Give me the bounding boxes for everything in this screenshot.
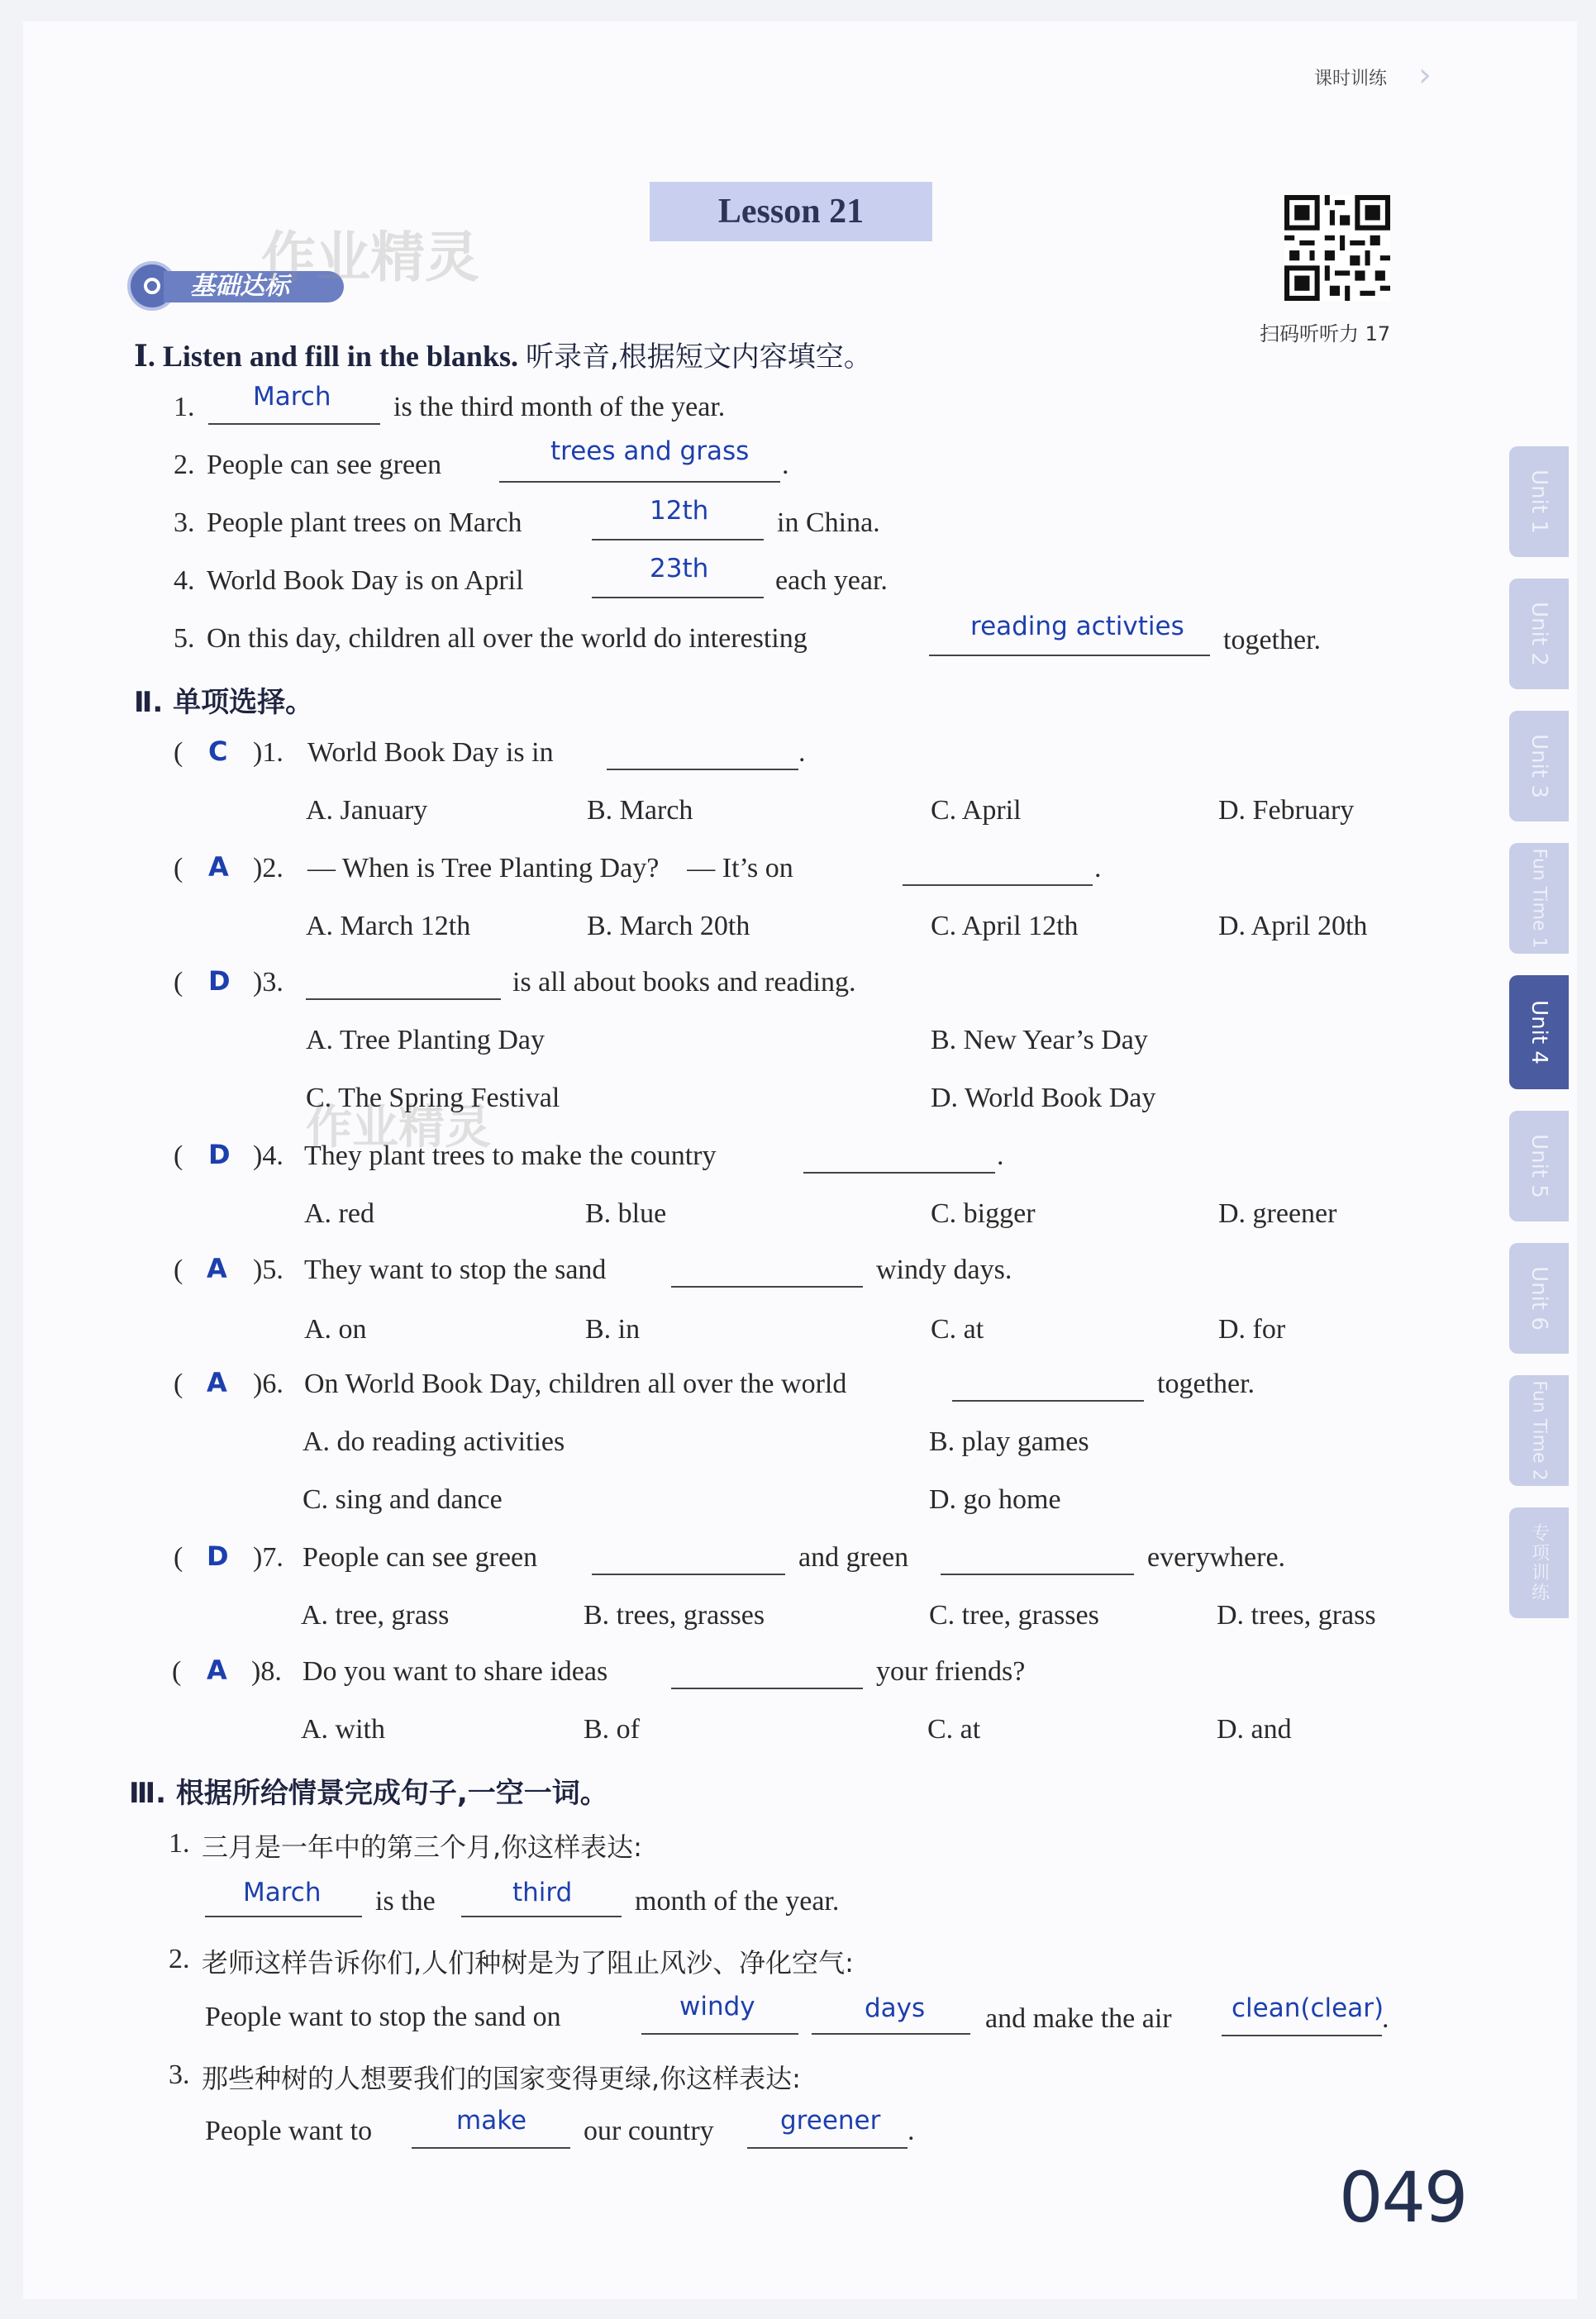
s3-q3-answer-2: greener — [780, 2106, 881, 2136]
section-3-title: Ⅲ. 根据所给情景完成句子,一空一词。 — [129, 1777, 608, 1810]
s2-q8-option-d: D. and — [1217, 1714, 1292, 1745]
s3-q3-answer-1: make — [456, 2106, 527, 2136]
tab-unit-6[interactable] — [1509, 1243, 1569, 1354]
s2-q7-blank-2 — [941, 1574, 1134, 1575]
s2-q4-num: )4. — [253, 1140, 283, 1171]
s3-q1-text-2: month of the year. — [635, 1886, 840, 1917]
tab-unit-3-label: Unit 3 — [1527, 734, 1551, 798]
s2-q2-blank — [903, 884, 1093, 886]
s2-q3-stem: is all about books and reading. — [512, 967, 856, 998]
s3-q2-blank-1 — [641, 2033, 798, 2035]
section-1-title-cn: 听录音,根据短文内容填空。 — [525, 340, 872, 374]
tab-unit-5[interactable] — [1509, 1111, 1569, 1221]
s1-q5-answer: reading activties — [970, 612, 1184, 641]
s3-q2-answer-3: clean(clear) — [1232, 1993, 1384, 2023]
s2-q3-blank — [306, 998, 501, 1000]
s2-q8-end: your friends? — [876, 1656, 1026, 1687]
s2-q4-option-a: A. red — [304, 1198, 374, 1229]
s2-q6-option-b: B. play games — [929, 1426, 1089, 1457]
lesson-title: Lesson 21 — [650, 182, 932, 241]
s2-q8-option-b: B. of — [584, 1714, 640, 1745]
s3-q3-prompt: 那些种树的人想要我们的国家变得更绿,你这样表达: — [202, 2063, 801, 2094]
s2-q7-mid: and green — [798, 1542, 909, 1573]
s2-q6-option-a: A. do reading activities — [303, 1426, 565, 1457]
s3-q2-text-0: People want to stop the sand on — [205, 2002, 561, 2032]
s2-q3-option-c: C. The Spring Festival — [306, 1083, 560, 1113]
s2-q4-answer: D — [208, 1139, 231, 1170]
s2-q3-answer: D — [208, 965, 231, 997]
s1-q5-num: 5. — [174, 623, 195, 654]
s2-q1-option-d: D. February — [1218, 795, 1355, 826]
s2-q2-option-d: D. April 20th — [1218, 911, 1368, 941]
s1-q4-blank — [592, 597, 764, 598]
s1-q1-num: 1. — [174, 392, 195, 422]
s1-q2-num: 2. — [174, 450, 195, 480]
s3-q3-text-2: . — [908, 2116, 915, 2146]
tab-fun-time-1[interactable] — [1509, 843, 1569, 954]
s3-q1-prompt: 三月是一年中的第三个月,你这样表达: — [202, 1831, 642, 1863]
s2-q7-stem: People can see green — [303, 1542, 538, 1573]
s2-q2-num: )2. — [253, 853, 283, 883]
tab-unit-1-label: Unit 1 — [1527, 469, 1551, 534]
tab-special-training-label: 专项训练 — [1528, 1523, 1550, 1602]
s2-q1-option-c: C. April — [931, 795, 1022, 826]
s2-q7-paren-left: ( — [174, 1542, 183, 1573]
tab-special-training[interactable] — [1509, 1507, 1569, 1618]
s1-q2-text: People can see green — [207, 450, 442, 480]
s2-q7-option-a: A. tree, grass — [301, 1600, 450, 1631]
s1-q4-num: 4. — [174, 565, 195, 596]
page-number: 049 — [1339, 2157, 1467, 2238]
tab-unit-4[interactable] — [1509, 975, 1569, 1089]
s3-q3-text-0: People want to — [205, 2116, 373, 2146]
s3-q3-num: 3. — [169, 2059, 190, 2090]
s3-q3-blank-2 — [747, 2147, 908, 2149]
s2-q2-option-b: B. March 20th — [587, 911, 750, 941]
s3-q2-text-2: . — [1382, 2003, 1389, 2034]
tab-unit-3[interactable] — [1509, 711, 1569, 821]
s2-q5-paren-left: ( — [174, 1255, 183, 1285]
section-1-title-en: Ⅰ. Listen and fill in the blanks. — [134, 340, 518, 373]
s2-q5-num: )5. — [253, 1255, 283, 1285]
s2-q7-answer: D — [207, 1540, 229, 1572]
s1-q1-text: is the third month of the year. — [393, 392, 726, 422]
header-label: 课时训练 — [1314, 69, 1388, 89]
tab-unit-2-label: Unit 2 — [1527, 602, 1551, 666]
tab-unit-6-label: Unit 6 — [1527, 1266, 1551, 1331]
s2-q3-option-b: B. New Year’s Day — [931, 1025, 1148, 1055]
chevron-right-icon: › — [1418, 56, 1432, 94]
section-1-title — [134, 334, 872, 374]
s2-q8-num: )8. — [251, 1656, 282, 1687]
s1-q2-answer: trees and grass — [550, 436, 750, 466]
s2-q5-option-b: B. in — [585, 1314, 641, 1345]
qr-code-icon — [1284, 195, 1390, 301]
s3-q2-blank-3 — [1222, 2035, 1382, 2036]
s2-q6-stem: On World Book Day, children all over the world — [304, 1369, 847, 1399]
s2-q1-end: . — [798, 737, 806, 768]
s2-q7-option-c: C. tree, grasses — [929, 1600, 1099, 1631]
s3-q2-answer-2: days — [865, 1993, 926, 2023]
s1-q4-answer: 23th — [650, 554, 709, 583]
s1-q1-blank — [208, 423, 380, 425]
s2-q7-end: everywhere. — [1147, 1542, 1286, 1573]
tab-unit-5-label: Unit 5 — [1527, 1134, 1551, 1198]
s2-q1-blank — [607, 769, 798, 770]
s2-q1-answer: C — [208, 736, 228, 767]
s2-q7-option-b: B. trees, grasses — [584, 1600, 765, 1631]
s2-q1-stem: World Book Day is in — [307, 737, 554, 768]
watermark: 作业精灵 — [306, 1101, 491, 1155]
s2-q6-option-c: C. sing and dance — [303, 1484, 503, 1515]
s1-q1-answer: March — [253, 382, 331, 412]
s2-q6-end: together. — [1157, 1369, 1255, 1399]
s2-q3-paren-left: ( — [174, 967, 183, 998]
tab-fun-time-2-label: Fun Time 2 — [1528, 1380, 1550, 1481]
s2-q4-option-b: B. blue — [585, 1198, 667, 1229]
s2-q4-option-c: C. bigger — [931, 1198, 1036, 1229]
s2-q4-option-d: D. greener — [1218, 1198, 1337, 1229]
s2-q2-paren-left: ( — [174, 853, 183, 883]
s1-q4-text: World Book Day is on April — [207, 565, 524, 596]
s1-q5-blank — [929, 655, 1210, 656]
watermark: 作业精灵 — [261, 226, 479, 289]
qr-caption: 扫码听听力 17 — [1260, 322, 1391, 345]
s2-q6-blank — [952, 1400, 1144, 1402]
s2-q5-blank — [671, 1286, 863, 1288]
s2-q6-answer: A — [207, 1367, 227, 1398]
s2-q8-answer: A — [207, 1655, 227, 1686]
s2-q6-option-d: D. go home — [929, 1484, 1061, 1515]
s2-q7-blank-1 — [592, 1574, 785, 1575]
section-2-title: Ⅱ. 单项选择。 — [134, 686, 314, 719]
s1-q4-end: each year. — [775, 565, 888, 596]
tab-unit-2[interactable] — [1509, 579, 1569, 689]
s2-q7-option-d: D. trees, grass — [1217, 1600, 1376, 1631]
s2-q3-option-a: A. Tree Planting Day — [306, 1025, 545, 1055]
s3-q3-blank-1 — [412, 2147, 570, 2149]
s2-q8-option-c: C. at — [927, 1714, 981, 1745]
s2-q2-stem: — When is Tree Planting Day? — It’s on — [307, 853, 793, 883]
s1-q2-blank — [499, 481, 780, 483]
s1-q5-text: On this day, children all over the world do interesting — [207, 623, 808, 654]
s2-q7-num: )7. — [253, 1542, 283, 1573]
s3-q1-text-1: is the — [375, 1886, 436, 1917]
s3-q1-answer-1: March — [243, 1878, 322, 1907]
s1-q3-blank — [592, 539, 764, 540]
s2-q4-stem: They plant trees to make the country — [304, 1140, 717, 1171]
s3-q2-blank-2 — [812, 2033, 970, 2035]
s2-q1-option-b: B. March — [587, 795, 693, 826]
s1-q3-num: 3. — [174, 507, 195, 538]
s2-q8-stem: Do you want to share ideas — [303, 1656, 608, 1687]
tab-unit-4-label: Unit 4 — [1527, 1000, 1551, 1064]
s2-q2-answer: A — [208, 851, 229, 883]
s3-q1-answer-2: third — [512, 1878, 573, 1907]
s2-q5-stem: They want to stop the sand — [304, 1255, 607, 1285]
s1-q2-end: . — [782, 450, 789, 480]
s3-q2-prompt: 老师这样告诉你们,人们种树是为了阻止风沙、净化空气: — [202, 1947, 854, 1979]
s2-q5-option-d: D. for — [1218, 1314, 1286, 1345]
s1-q3-answer: 12th — [650, 496, 709, 526]
s2-q5-answer: A — [207, 1253, 227, 1284]
s2-q2-end: . — [1094, 853, 1102, 883]
s2-q1-option-a: A. January — [306, 795, 428, 826]
s2-q4-end: . — [997, 1140, 1004, 1171]
s2-q4-blank — [803, 1172, 995, 1174]
s3-q1-blank-2 — [461, 1916, 622, 1917]
s2-q1-num: )1. — [253, 737, 283, 768]
s2-q3-option-d: D. World Book Day — [931, 1083, 1156, 1113]
s2-q8-option-a: A. with — [301, 1714, 385, 1745]
s3-q1-blank-1 — [205, 1916, 362, 1917]
s2-q5-end: windy days. — [876, 1255, 1012, 1285]
s3-q3-text-1: our country — [584, 2116, 714, 2146]
s2-q5-option-a: A. on — [304, 1314, 367, 1345]
tab-fun-time-1-label: Fun Time 1 — [1528, 848, 1550, 949]
s2-q5-option-c: C. at — [931, 1314, 984, 1345]
s2-q3-num: )3. — [253, 967, 283, 998]
s2-q8-paren-left: ( — [172, 1656, 182, 1687]
s2-q8-blank — [671, 1688, 863, 1689]
s1-q5-end: together. — [1223, 625, 1322, 655]
s2-q2-option-a: A. March 12th — [306, 911, 471, 941]
tab-fun-time-2[interactable] — [1509, 1375, 1569, 1486]
s1-q3-end: in China. — [777, 507, 880, 538]
s2-q6-num: )6. — [253, 1369, 283, 1399]
s3-q2-num: 2. — [169, 1944, 190, 1974]
s2-q1-paren-left: ( — [174, 737, 183, 768]
s1-q3-text: People plant trees on March — [207, 507, 522, 538]
s3-q2-text-1: and make the air — [985, 2003, 1172, 2034]
s3-q1-num: 1. — [169, 1828, 190, 1859]
badge-label: 基础达标 — [164, 271, 344, 302]
s2-q6-paren-left: ( — [174, 1369, 183, 1399]
s2-q4-paren-left: ( — [174, 1140, 183, 1171]
s2-q2-option-c: C. April 12th — [931, 911, 1079, 941]
s3-q2-answer-1: windy — [679, 1992, 755, 2021]
tab-unit-1[interactable] — [1509, 446, 1569, 557]
